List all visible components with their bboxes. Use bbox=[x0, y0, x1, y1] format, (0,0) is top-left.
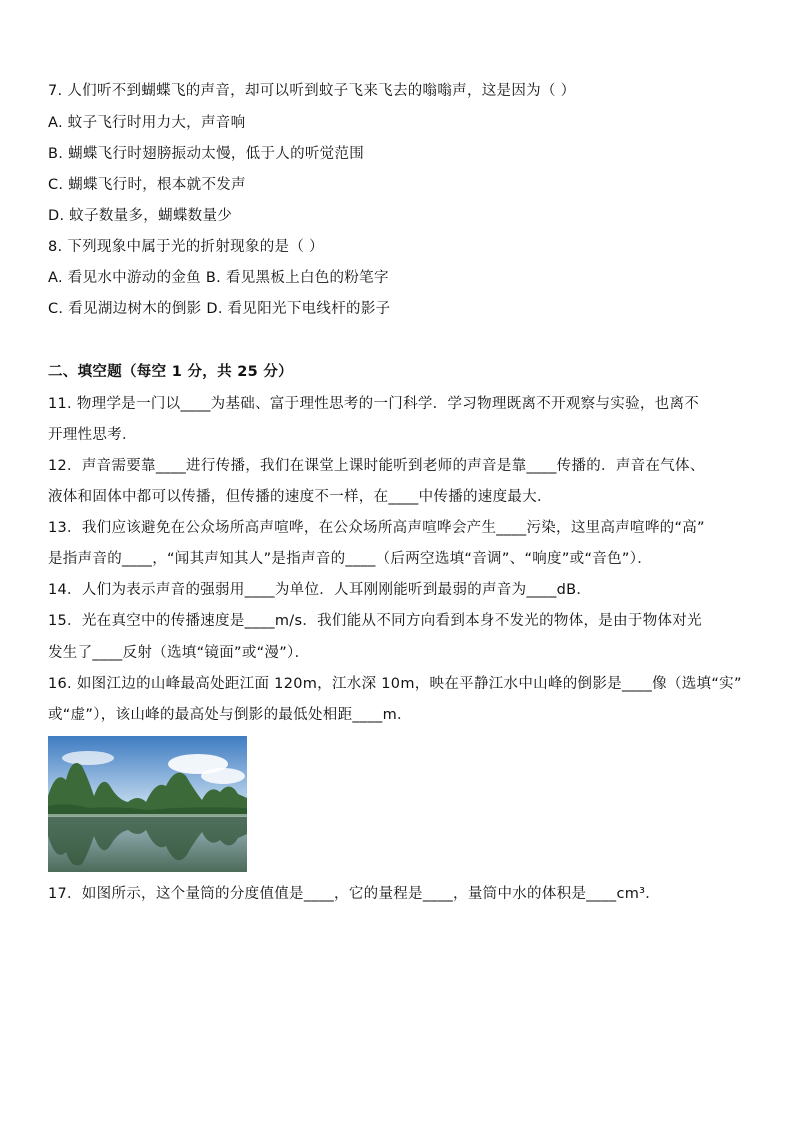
q7-option-b: B. 蝴蝶飞行时翅膀振动太慢，低于人的听觉范围 bbox=[48, 146, 365, 162]
q12-line-2: 液体和固体中都可以传播，但传播的速度不一样，在____中传播的速度最大． bbox=[48, 489, 552, 505]
q16-line-1: 16. 如图江边的山峰最高处距江面 120m，江水深 10m，映在平静江水中山峰的倒影是____像（选填“实” bbox=[48, 676, 742, 692]
river-mountain-photo bbox=[48, 736, 247, 872]
section-heading: 二、填空题（每空 1 分，共 25 分） bbox=[48, 364, 293, 380]
q16-line-2: 或“虚”），该山峰的最高处与倒影的最低处相距____m． bbox=[48, 707, 412, 723]
q12-line-1: 12．声音需要靠____进行传播，我们在课堂上课时能听到老师的声音是靠____传播的．声音在气体、 bbox=[48, 458, 705, 474]
q11-line-1: 11. 物理学是一门以____为基础、富于理性思考的一门科学．学习物理既离不开观察与实验，也离不 bbox=[48, 396, 700, 412]
q7-option-d: D. 蚊子数量多，蝴蝶数量少 bbox=[48, 208, 233, 224]
q7-option-c: C. 蝴蝶飞行时，根本就不发声 bbox=[48, 177, 246, 193]
q15-line-2: 发生了____反射（选填“镜面”或“漫”）． bbox=[48, 645, 310, 661]
river-mountain-illustration bbox=[48, 736, 247, 872]
q14-line-1: 14．人们为表示声音的强弱用____为单位．人耳刚刚能听到最弱的声音为____dB． bbox=[48, 582, 592, 598]
q8-stem: 8. 下列现象中属于光的折射现象的是（ ） bbox=[48, 239, 324, 255]
q11-line-2: 开理性思考． bbox=[48, 427, 137, 443]
q13-line-1: 13．我们应该避免在公众场所高声喧哗，在公众场所高声喧哗会产生____污染，这里高声喧哗的“高” bbox=[48, 520, 705, 536]
q8-options-ab: A. 看见水中游动的金鱼 B. 看见黑板上白色的粉笔字 bbox=[48, 270, 389, 286]
q13-line-2: 是指声音的____，“闻其声知其人”是指声音的____（后两空选填“音调”、“响度”或“音色”）． bbox=[48, 551, 653, 567]
q15-line-1: 15．光在真空中的传播速度是____m/s．我们能从不同方向看到本身不发光的物体，是由于物体对光 bbox=[48, 613, 702, 629]
q7-stem: 7. 人们听不到蝴蝶飞的声音，却可以听到蚊子飞来飞去的嗡嗡声，这是因为（ ） bbox=[48, 83, 576, 99]
q17-line-1: 17．如图所示，这个量筒的分度值值是____，它的量程是____，量筒中水的体积是____cm³． bbox=[48, 886, 661, 902]
q7-option-a: A. 蚊子飞行时用力大，声音响 bbox=[48, 115, 246, 131]
q8-options-cd: C. 看见湖边树木的倒影 D. 看见阳光下电线杆的影子 bbox=[48, 301, 391, 317]
